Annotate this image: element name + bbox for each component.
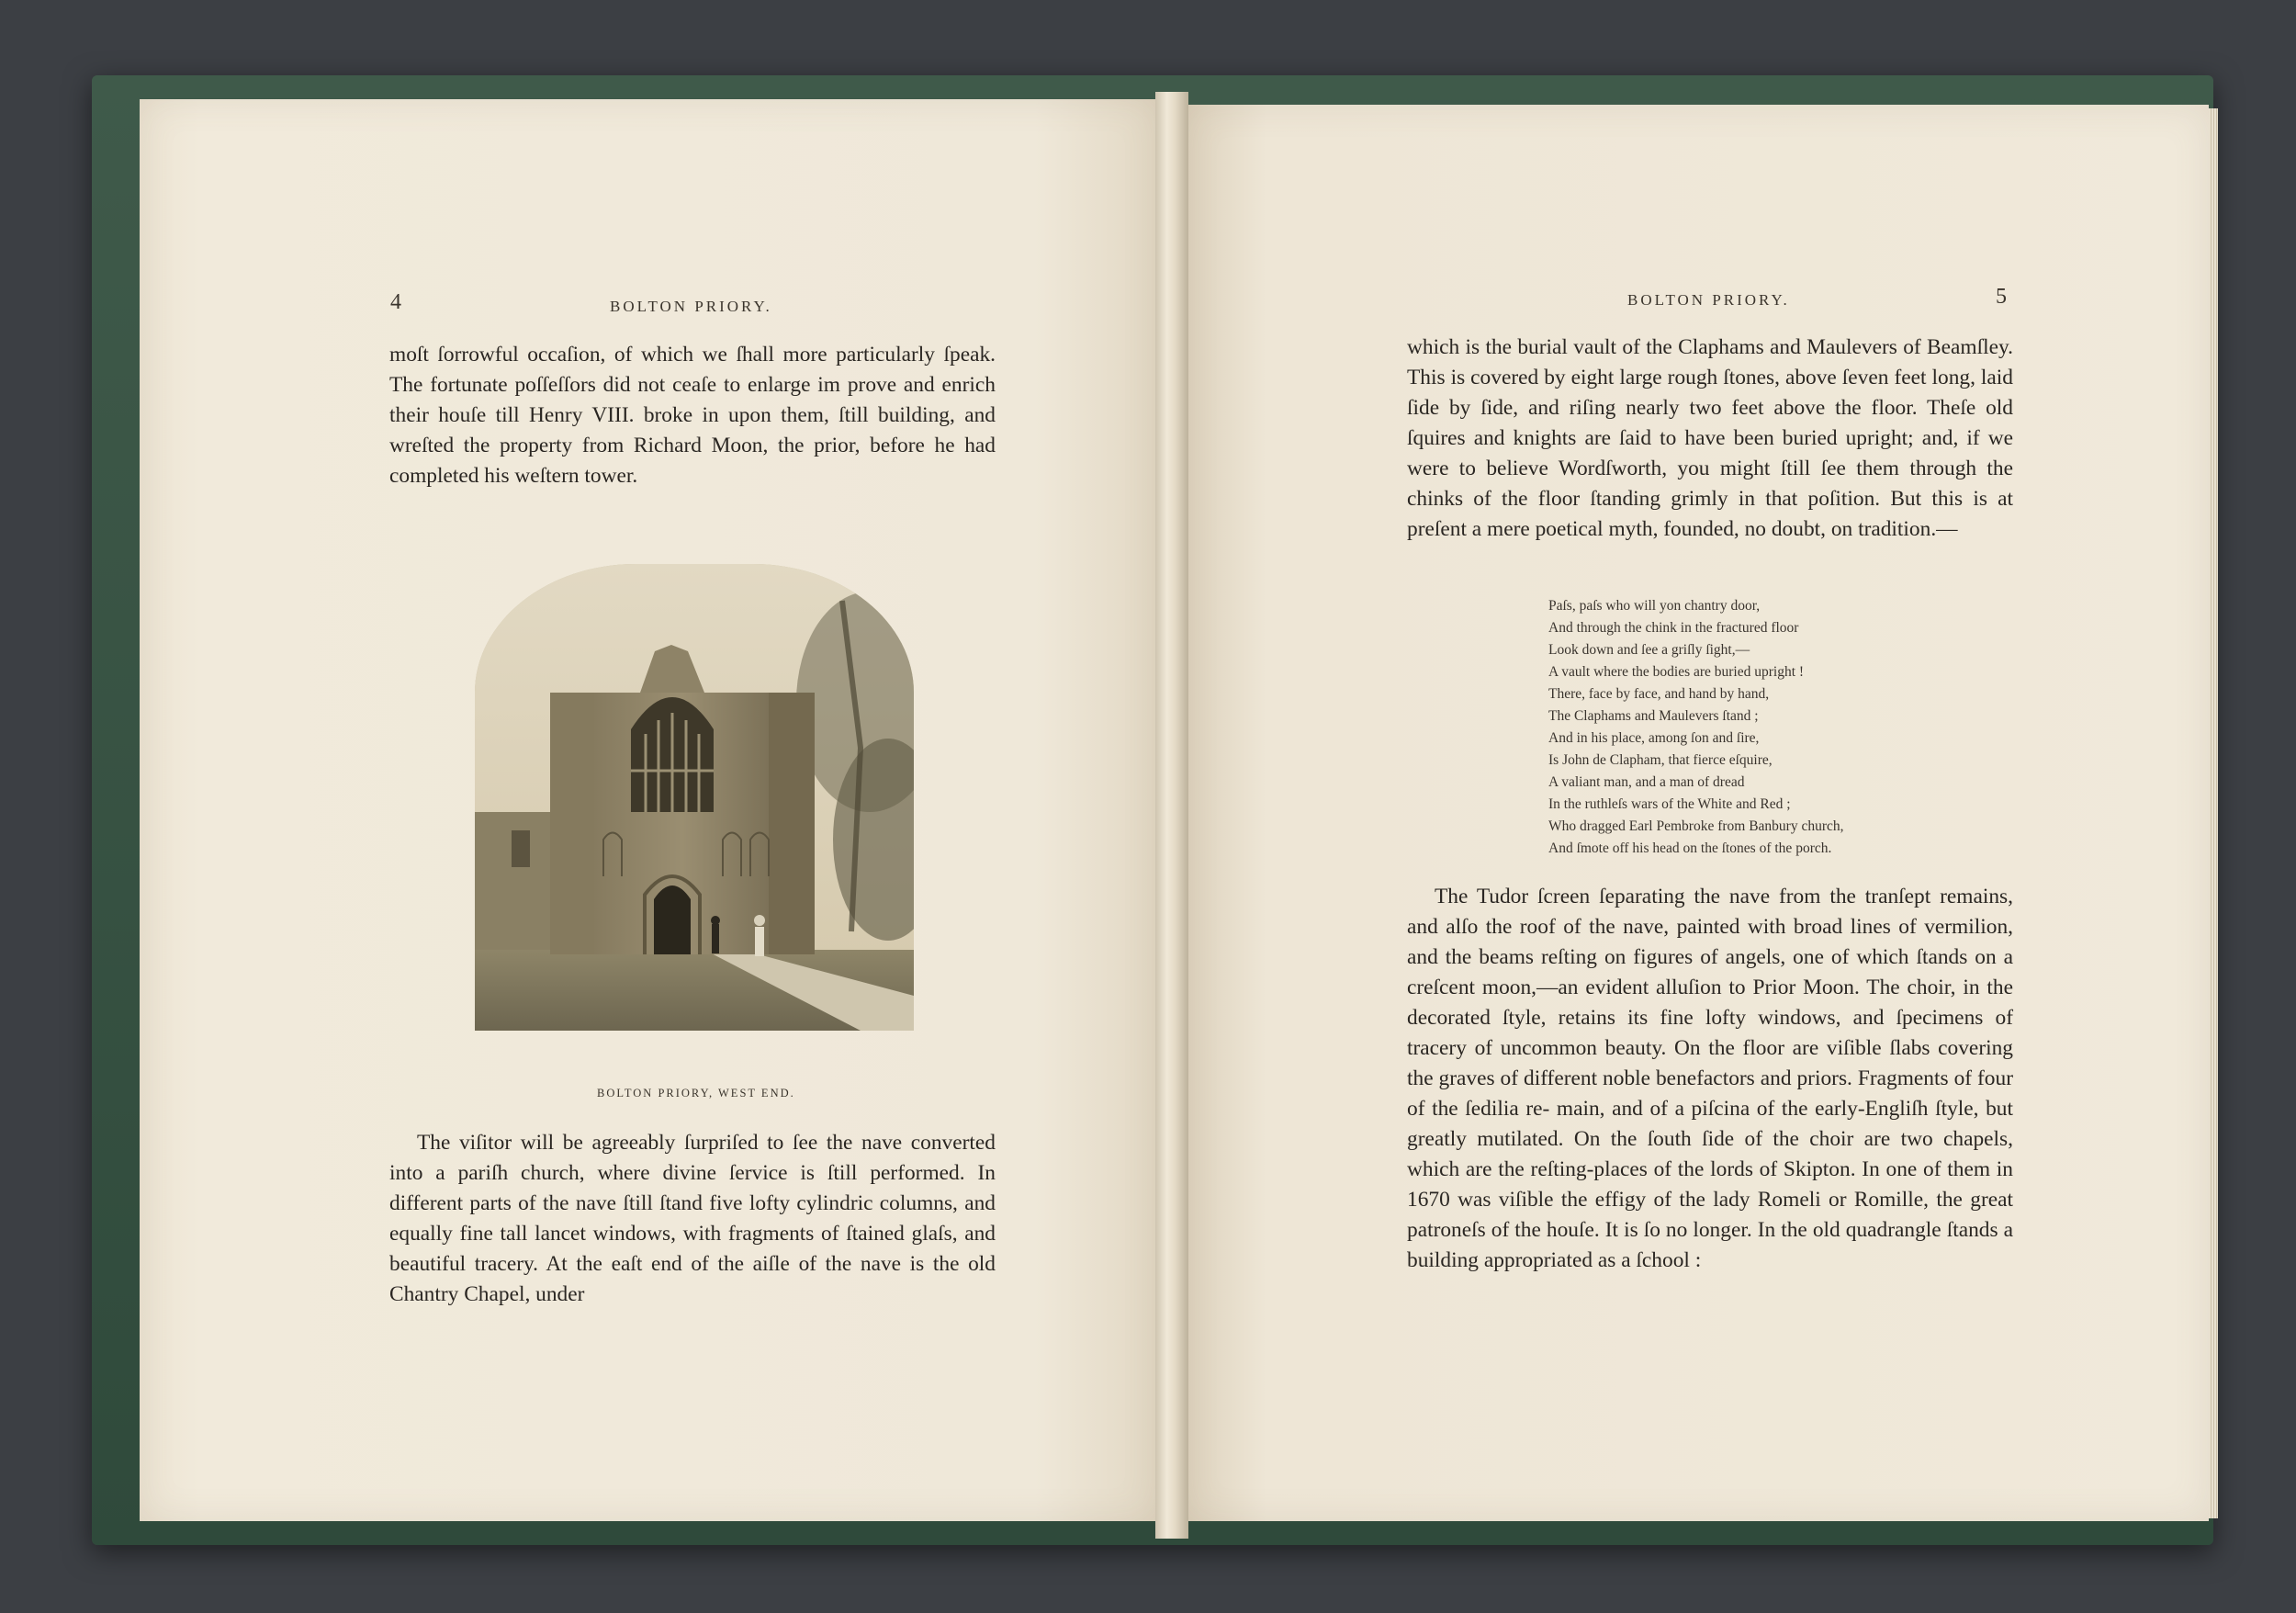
plate-photograph [475, 564, 914, 1031]
right-paragraph-1-text: which is the burial vault of the Claphams and Maulevers of Beamſley. This is covered by eight large rough ſtones, above ſeven feet long, laid ſide by ſide, and riſing nearly two feet above the floor. Theſe old ſquires and knights are ſaid to have been buried upright; and, if we were to believe Wordſworth, you might ſtill ſee them through the chinks of the floor ſtanding grimly in that poſition. But this is at preſent a mere poetical myth, founded, no doubt, on tradition.— [1407, 335, 2013, 541]
right-running-head: BOLTON PRIORY. [1627, 291, 1790, 309]
right-paragraph-1 [1407, 333, 2013, 545]
left-running-head: BOLTON PRIORY. [610, 298, 772, 315]
poem-stanza [1548, 595, 1844, 860]
poem-line: Is John de Clapham, that fierce eſquire, [1548, 752, 1773, 768]
left-paragraph-1-text: moſt ſorrowful occaſion, of which we ſhall more particularly ſpeak. The fortunate poſſeſſors did not ceaſe to enlarge im prove and enrich their houſe till Henry VIII. broke in upon them, ſtill building, and wreſted the property from Richard Moon, the prior, before he had completed his weſtern tower. [389, 343, 996, 488]
poem-line: And in his place, among ſon and ſire, [1548, 730, 1760, 746]
poem-line: And ſmote off his head on the ſtones of the porch. [1548, 840, 1832, 856]
poem-line: There, face by face, and hand by hand, [1548, 686, 1770, 702]
poem-line: And through the chink in the fractured floor [1548, 620, 1799, 636]
poem-line: The Claphams and Maulevers ſtand ; [1548, 708, 1759, 724]
poem-line: Look down and ſee a griſly ſight,— [1548, 642, 1750, 658]
priory-west-end-image [475, 564, 914, 1031]
poem-line: A valiant man, and a man of dread [1548, 774, 1745, 790]
left-paragraph-1 [389, 340, 996, 491]
poem-line: In the ruthleſs wars of the White and Red ; [1548, 796, 1791, 812]
right-paragraph-2 [1407, 882, 2013, 1276]
book-gutter [1155, 92, 1188, 1539]
plate-caption: BOLTON PRIORY, WEST END. [597, 1087, 795, 1100]
poem-line: Who dragged Earl Pembroke from Banbury church, [1548, 818, 1844, 834]
left-paragraph-2-text: The viſitor will be agreeably ſurpriſed to ſee the nave converted into a pariſh church, where divine ſervice is ſtill performed. In different parts of the nave ſtill ſtand five lofty cylindric columns, and equally fine tall lancet windows, with fragments of ſtained glaſs, and beautiful tracery. At the eaſt end of the aiſle of the nave is the old Chantry Chapel, under [389, 1131, 996, 1306]
poem-line: Paſs, paſs who will yon chantry door, [1548, 598, 1761, 614]
page-edges [2209, 108, 2218, 1518]
left-page-number: 4 [390, 290, 401, 314]
right-page-number: 5 [1996, 285, 2007, 309]
right-paragraph-2-text: The Tudor ſcreen ſeparating the nave from the tranſept remains, and alſo the roof of the nave, painted with broad lines of vermilion, and the beams reſting on figures of angels, one of which ſtands on a creſcent moon,—an evident alluſion to Prior Moon. The choir, in the decorated ſtyle, retains its fine lofty windows, and ſpecimens of tracery of uncommon beauty. On the floor are viſible ſlabs covering the graves of different noble benefactors and priors. Fragments of four of the ſedilia re- main, and of a piſcina of the early-Engliſh ſtyle, but greatly mutilated. On the ſouth ſide of the choir are two chapels, which are the reſting-places of the lords of Skipton. In one of them in 1670 was viſible the effigy of the lady Romeli or Romille, the great patroneſs of the houſe. It is ſo no longer. In the old quadrangle ſtands a building appropriated as a ſchool : [1407, 885, 2013, 1272]
poem-line: A vault where the bodies are buried upright ! [1548, 664, 1805, 680]
left-paragraph-2 [389, 1128, 996, 1310]
